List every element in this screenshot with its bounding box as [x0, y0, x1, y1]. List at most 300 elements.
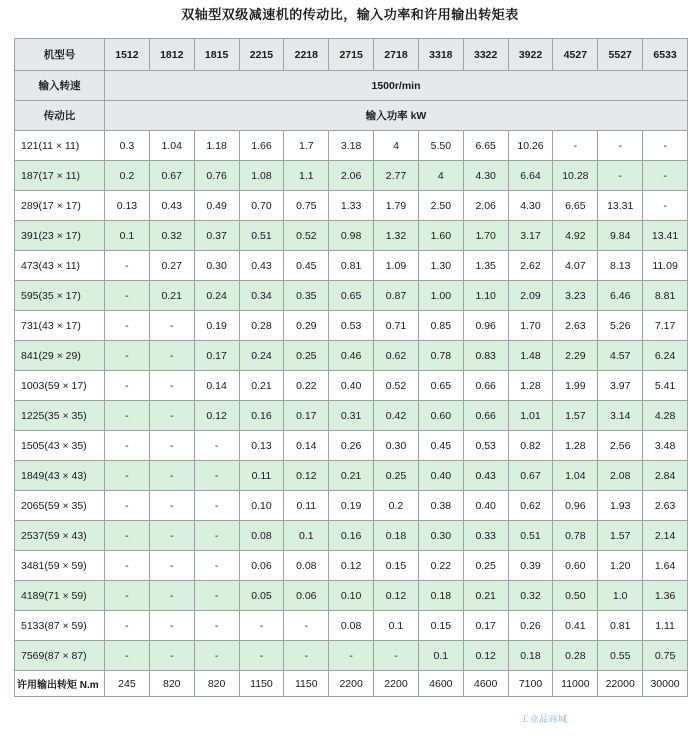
power-value-cell: 0.60 — [418, 401, 463, 431]
power-value-cell: - — [284, 611, 329, 641]
power-value-cell: 0.96 — [463, 311, 508, 341]
watermark-text: 工业品商城 — [520, 714, 568, 724]
power-value-cell: 0.71 — [374, 311, 419, 341]
power-value-cell: - — [105, 521, 150, 551]
power-value-cell: - — [239, 611, 284, 641]
power-value-cell: 0.46 — [329, 341, 374, 371]
ratio-cell: 7569(87 × 87) — [15, 641, 105, 671]
power-value-cell: 0.66 — [463, 401, 508, 431]
power-value-cell: 0.27 — [149, 251, 194, 281]
ratio-cell: 1849(43 × 43) — [15, 461, 105, 491]
power-value-cell: - — [149, 641, 194, 671]
power-value-cell: - — [194, 611, 239, 641]
power-value-cell: 0.67 — [149, 161, 194, 191]
power-value-cell: 1.57 — [598, 521, 643, 551]
power-value-cell: 0.17 — [284, 401, 329, 431]
power-value-cell: 0.78 — [418, 341, 463, 371]
model-header-cell: 3322 — [463, 39, 508, 71]
power-value-cell: 0.42 — [374, 401, 419, 431]
power-value-cell: 0.52 — [284, 221, 329, 251]
power-value-cell: 0.29 — [284, 311, 329, 341]
power-value-cell: 0.21 — [239, 371, 284, 401]
power-value-cell: 0.62 — [374, 341, 419, 371]
table-row — [15, 371, 688, 401]
power-value-cell: 0.1 — [418, 641, 463, 671]
power-value-cell: 0.82 — [508, 431, 553, 461]
power-value-cell: 1.99 — [553, 371, 598, 401]
power-value-cell: 0.67 — [508, 461, 553, 491]
power-value-cell: 0.34 — [239, 281, 284, 311]
power-value-cell: 2.06 — [329, 161, 374, 191]
power-value-cell: 0.81 — [598, 611, 643, 641]
power-value-cell: 0.08 — [239, 521, 284, 551]
power-value-cell: 1.04 — [553, 461, 598, 491]
power-value-cell: 9.84 — [598, 221, 643, 251]
power-value-cell: - — [194, 431, 239, 461]
power-value-cell: 0.26 — [329, 431, 374, 461]
model-header-cell: 6533 — [643, 39, 688, 71]
power-value-cell: 0.21 — [463, 581, 508, 611]
ratio-cell: 2065(59 × 35) — [15, 491, 105, 521]
power-value-cell: 0.66 — [463, 371, 508, 401]
power-value-cell: - — [194, 641, 239, 671]
table-row — [15, 431, 688, 461]
table-row — [15, 551, 688, 581]
power-value-cell: - — [374, 641, 419, 671]
power-value-cell: - — [149, 401, 194, 431]
table-row — [15, 221, 688, 251]
power-value-cell: 0.3 — [105, 131, 150, 161]
model-header-cell: 2715 — [329, 39, 374, 71]
table-row — [15, 491, 688, 521]
power-value-cell: 4.07 — [553, 251, 598, 281]
ratio-cell: 5133(87 × 59) — [15, 611, 105, 641]
power-value-cell: 0.22 — [418, 551, 463, 581]
power-value-cell: 0.75 — [284, 191, 329, 221]
model-header-cell: 1812 — [149, 39, 194, 71]
torque-value-cell: 2200 — [329, 671, 374, 697]
power-value-cell: 0.65 — [418, 371, 463, 401]
power-value-cell: 0.33 — [463, 521, 508, 551]
power-value-cell: 5.41 — [643, 371, 688, 401]
torque-value-cell: 4600 — [418, 671, 463, 697]
model-header-cell: 1815 — [194, 39, 239, 71]
power-value-cell: 1.28 — [553, 431, 598, 461]
power-value-cell: 0.25 — [374, 461, 419, 491]
power-value-cell: 1.35 — [463, 251, 508, 281]
model-label: 机型号 — [15, 39, 105, 71]
power-value-cell: 4.28 — [643, 401, 688, 431]
power-value-cell: 0.60 — [553, 551, 598, 581]
power-value-cell: 0.51 — [239, 221, 284, 251]
power-value-cell: 0.10 — [329, 581, 374, 611]
power-value-cell: 0.14 — [194, 371, 239, 401]
torque-value-cell: 22000 — [598, 671, 643, 697]
power-value-cell: - — [105, 641, 150, 671]
power-value-cell: 0.49 — [194, 191, 239, 221]
model-header-cell: 3318 — [418, 39, 463, 71]
power-value-cell: 0.13 — [239, 431, 284, 461]
table-row — [15, 401, 688, 431]
power-value-cell: 0.12 — [329, 551, 374, 581]
power-value-cell: 6.65 — [553, 191, 598, 221]
model-header-cell: 2218 — [284, 39, 329, 71]
power-value-cell: 2.56 — [598, 431, 643, 461]
power-value-cell: - — [194, 491, 239, 521]
power-value-cell: 3.23 — [553, 281, 598, 311]
power-value-cell: 0.15 — [374, 551, 419, 581]
power-value-cell: 0.30 — [194, 251, 239, 281]
power-value-cell: 2.77 — [374, 161, 419, 191]
power-value-cell: - — [149, 431, 194, 461]
power-value-cell: 1.0 — [598, 581, 643, 611]
power-value-cell: 1.28 — [508, 371, 553, 401]
power-value-cell: - — [105, 371, 150, 401]
table-row — [15, 161, 688, 191]
power-value-cell: 0.25 — [463, 551, 508, 581]
power-value-cell: 0.12 — [194, 401, 239, 431]
power-value-cell: 0.39 — [508, 551, 553, 581]
ratio-cell: 289(17 × 17) — [15, 191, 105, 221]
power-value-cell: 0.06 — [284, 581, 329, 611]
power-value-cell: 0.18 — [508, 641, 553, 671]
power-value-cell: 0.28 — [553, 641, 598, 671]
power-value-cell: 10.26 — [508, 131, 553, 161]
power-value-cell: - — [105, 281, 150, 311]
power-value-cell: 0.75 — [643, 641, 688, 671]
power-value-cell: 0.40 — [329, 371, 374, 401]
power-value-cell: 0.28 — [239, 311, 284, 341]
power-value-cell: - — [643, 161, 688, 191]
power-value-cell: 0.51 — [508, 521, 553, 551]
power-value-cell: 0.1 — [284, 521, 329, 551]
power-value-cell: - — [105, 251, 150, 281]
power-value-cell: 8.81 — [643, 281, 688, 311]
torque-value-cell: 1150 — [284, 671, 329, 697]
power-value-cell: 0.83 — [463, 341, 508, 371]
power-value-cell: 0.45 — [284, 251, 329, 281]
power-value-cell: 0.12 — [463, 641, 508, 671]
power-value-cell: 1.01 — [508, 401, 553, 431]
power-value-cell: 0.05 — [239, 581, 284, 611]
power-value-cell: 1.09 — [374, 251, 419, 281]
power-value-cell: 1.08 — [239, 161, 284, 191]
power-value-cell: - — [194, 581, 239, 611]
table-row — [15, 641, 688, 671]
ratio-cell: 473(43 × 11) — [15, 251, 105, 281]
power-value-cell: 0.15 — [418, 611, 463, 641]
power-value-cell: - — [105, 611, 150, 641]
ratio-cell: 2537(59 × 43) — [15, 521, 105, 551]
power-value-cell: 0.53 — [329, 311, 374, 341]
power-value-cell: 4.57 — [598, 341, 643, 371]
torque-value-cell: 7100 — [508, 671, 553, 697]
power-value-cell: 1.79 — [374, 191, 419, 221]
power-value-cell: 3.48 — [643, 431, 688, 461]
power-value-cell: 5.26 — [598, 311, 643, 341]
power-value-cell: - — [194, 521, 239, 551]
table-row — [15, 341, 688, 371]
power-value-cell: 2.50 — [418, 191, 463, 221]
power-value-cell: - — [194, 551, 239, 581]
power-value-cell: 0.70 — [239, 191, 284, 221]
power-value-cell: - — [284, 641, 329, 671]
power-value-cell: 0.19 — [194, 311, 239, 341]
ratio-cell: 841(29 × 29) — [15, 341, 105, 371]
power-value-cell: 6.24 — [643, 341, 688, 371]
power-value-cell: 0.96 — [553, 491, 598, 521]
torque-value-cell: 11000 — [553, 671, 598, 697]
power-value-cell: - — [239, 641, 284, 671]
power-value-cell: - — [105, 431, 150, 461]
power-value-cell: 13.31 — [598, 191, 643, 221]
power-value-cell: 3.17 — [508, 221, 553, 251]
power-value-cell: 0.30 — [418, 521, 463, 551]
power-value-cell: 1.32 — [374, 221, 419, 251]
power-value-cell: 1.93 — [598, 491, 643, 521]
table-row — [15, 461, 688, 491]
ratio-cell: 595(35 × 17) — [15, 281, 105, 311]
power-value-cell: - — [598, 161, 643, 191]
power-value-cell: 0.50 — [553, 581, 598, 611]
power-value-cell: 5.50 — [418, 131, 463, 161]
power-value-cell: 0.21 — [329, 461, 374, 491]
torque-label: 许用输出转矩 N.m — [15, 671, 105, 697]
power-value-cell: 0.1 — [374, 611, 419, 641]
power-value-cell: 0.22 — [284, 371, 329, 401]
power-value-cell: 1.11 — [643, 611, 688, 641]
power-value-cell: 0.19 — [329, 491, 374, 521]
power-value-cell: - — [149, 581, 194, 611]
power-value-cell: 0.65 — [329, 281, 374, 311]
power-value-cell: 0.43 — [239, 251, 284, 281]
power-value-cell: 0.32 — [508, 581, 553, 611]
ratio-cell: 1505(43 × 35) — [15, 431, 105, 461]
power-value-cell: 0.1 — [105, 221, 150, 251]
power-value-cell: 7.17 — [643, 311, 688, 341]
model-header-cell: 5527 — [598, 39, 643, 71]
table-row — [15, 311, 688, 341]
ratio-cell: 121(11 × 11) — [15, 131, 105, 161]
model-header-cell: 4527 — [553, 39, 598, 71]
torque-value-cell: 2200 — [374, 671, 419, 697]
power-value-cell: - — [643, 191, 688, 221]
power-value-cell: 1.33 — [329, 191, 374, 221]
power-value-cell: 0.35 — [284, 281, 329, 311]
power-value-cell: - — [149, 341, 194, 371]
power-value-cell: 1.20 — [598, 551, 643, 581]
power-value-cell: 0.11 — [284, 491, 329, 521]
power-value-cell: 0.53 — [463, 431, 508, 461]
power-value-cell: 0.41 — [553, 611, 598, 641]
torque-value-cell: 4600 — [463, 671, 508, 697]
model-header-cell: 3922 — [508, 39, 553, 71]
power-value-cell: - — [149, 371, 194, 401]
ratio-cell: 1225(35 × 35) — [15, 401, 105, 431]
power-value-cell: 1.60 — [418, 221, 463, 251]
ratio-cell: 187(17 × 11) — [15, 161, 105, 191]
power-value-cell: 0.40 — [463, 491, 508, 521]
power-value-cell: 1.04 — [149, 131, 194, 161]
power-value-cell: - — [149, 551, 194, 581]
torque-value-cell: 245 — [105, 671, 150, 697]
power-value-cell: 0.06 — [239, 551, 284, 581]
table-row — [15, 581, 688, 611]
table-row — [15, 191, 688, 221]
ratio-cell: 4189(71 × 59) — [15, 581, 105, 611]
power-value-cell: 0.62 — [508, 491, 553, 521]
power-value-cell: - — [194, 461, 239, 491]
power-value-cell: 0.17 — [463, 611, 508, 641]
power-value-cell: 0.78 — [553, 521, 598, 551]
power-value-cell: 0.16 — [329, 521, 374, 551]
power-value-cell: 0.43 — [149, 191, 194, 221]
power-value-cell: - — [149, 521, 194, 551]
power-value-cell: 1.00 — [418, 281, 463, 311]
power-value-cell: - — [105, 341, 150, 371]
power-value-cell: 0.21 — [149, 281, 194, 311]
torque-row — [15, 671, 688, 697]
power-value-cell: 4 — [418, 161, 463, 191]
power-value-cell: - — [149, 461, 194, 491]
power-value-cell: 4 — [374, 131, 419, 161]
ratio-cell: 1003(59 × 17) — [15, 371, 105, 401]
power-value-cell: 10.28 — [553, 161, 598, 191]
ratio-cell: 731(43 × 17) — [15, 311, 105, 341]
power-value-cell: 0.45 — [418, 431, 463, 461]
torque-value-cell: 1150 — [239, 671, 284, 697]
power-value-cell: 1.66 — [239, 131, 284, 161]
power-value-cell: 0.08 — [329, 611, 374, 641]
input-power-label: 输入功率 kW — [105, 101, 688, 131]
power-value-cell: 11.09 — [643, 251, 688, 281]
power-value-cell: 2.06 — [463, 191, 508, 221]
power-value-cell: 0.52 — [374, 371, 419, 401]
power-value-cell: - — [149, 311, 194, 341]
power-value-cell: - — [329, 641, 374, 671]
page-title: 双轴型双级减速机的传动比，输入功率和许用输出转矩表 — [181, 7, 519, 22]
power-value-cell: 0.16 — [239, 401, 284, 431]
power-value-cell: 0.24 — [239, 341, 284, 371]
power-value-cell: 3.97 — [598, 371, 643, 401]
power-value-cell: 0.40 — [418, 461, 463, 491]
table-row — [15, 521, 688, 551]
power-value-cell: 2.62 — [508, 251, 553, 281]
power-value-cell: 0.76 — [194, 161, 239, 191]
model-header-cell: 2215 — [239, 39, 284, 71]
power-value-cell: 0.14 — [284, 431, 329, 461]
power-value-cell: 0.87 — [374, 281, 419, 311]
power-value-cell: - — [105, 311, 150, 341]
power-value-cell: 0.10 — [239, 491, 284, 521]
power-value-cell: 1.57 — [553, 401, 598, 431]
power-value-cell: 3.14 — [598, 401, 643, 431]
input-speed-value: 1500r/min — [105, 71, 688, 101]
power-value-cell: 6.65 — [463, 131, 508, 161]
power-value-cell: 13.41 — [643, 221, 688, 251]
power-value-cell: 0.43 — [463, 461, 508, 491]
power-value-cell: 0.08 — [284, 551, 329, 581]
power-value-cell: 1.10 — [463, 281, 508, 311]
power-value-cell: 4.92 — [553, 221, 598, 251]
power-value-cell: - — [553, 131, 598, 161]
power-value-cell: - — [105, 401, 150, 431]
power-value-cell: 0.18 — [418, 581, 463, 611]
power-value-cell: 1.70 — [508, 311, 553, 341]
power-value-cell: 0.31 — [329, 401, 374, 431]
input-speed-label: 输入转速 — [15, 71, 105, 101]
power-value-cell: - — [105, 581, 150, 611]
power-value-cell: 8.13 — [598, 251, 643, 281]
power-value-cell: 2.63 — [553, 311, 598, 341]
power-value-cell: 2.08 — [598, 461, 643, 491]
power-value-cell: 0.30 — [374, 431, 419, 461]
power-value-cell: 0.98 — [329, 221, 374, 251]
power-value-cell: 0.55 — [598, 641, 643, 671]
power-value-cell: - — [105, 491, 150, 521]
power-value-cell: 2.63 — [643, 491, 688, 521]
power-value-cell: 1.30 — [418, 251, 463, 281]
ratio-power-torque-table — [14, 38, 688, 697]
power-value-cell: 1.1 — [284, 161, 329, 191]
power-value-cell: 0.12 — [374, 581, 419, 611]
power-value-cell: 0.24 — [194, 281, 239, 311]
power-value-cell: 0.11 — [239, 461, 284, 491]
power-value-cell: 0.38 — [418, 491, 463, 521]
torque-value-cell: 820 — [149, 671, 194, 697]
power-value-cell: 4.30 — [508, 191, 553, 221]
power-value-cell: 1.48 — [508, 341, 553, 371]
power-value-cell: 2.29 — [553, 341, 598, 371]
power-value-cell: - — [643, 131, 688, 161]
power-value-cell: 6.64 — [508, 161, 553, 191]
model-header-row — [15, 39, 688, 71]
table-row — [15, 281, 688, 311]
power-value-cell: 3.18 — [329, 131, 374, 161]
ratio-cell: 391(23 × 17) — [15, 221, 105, 251]
power-value-cell: 2.84 — [643, 461, 688, 491]
power-value-cell: - — [149, 491, 194, 521]
power-value-cell: 0.25 — [284, 341, 329, 371]
power-value-cell: 0.81 — [329, 251, 374, 281]
power-value-cell: 1.18 — [194, 131, 239, 161]
power-value-cell: 0.2 — [105, 161, 150, 191]
table-row — [15, 611, 688, 641]
table-row — [15, 131, 688, 161]
power-value-cell: 4.30 — [463, 161, 508, 191]
power-value-cell: 0.12 — [284, 461, 329, 491]
power-header-row — [15, 101, 688, 131]
power-value-cell: 1.7 — [284, 131, 329, 161]
table-row — [15, 251, 688, 281]
power-value-cell: 2.14 — [643, 521, 688, 551]
power-value-cell: - — [105, 461, 150, 491]
torque-value-cell: 820 — [194, 671, 239, 697]
power-value-cell: 0.18 — [374, 521, 419, 551]
power-value-cell: - — [105, 551, 150, 581]
power-value-cell: 0.13 — [105, 191, 150, 221]
input-speed-row — [15, 71, 688, 101]
power-value-cell: 0.37 — [194, 221, 239, 251]
power-value-cell: 1.36 — [643, 581, 688, 611]
model-header-cell: 1512 — [105, 39, 150, 71]
power-value-cell: - — [598, 131, 643, 161]
power-value-cell: 0.2 — [374, 491, 419, 521]
power-value-cell: 0.32 — [149, 221, 194, 251]
ratio-label: 传动比 — [15, 101, 105, 131]
power-value-cell: 2.09 — [508, 281, 553, 311]
power-value-cell: 0.85 — [418, 311, 463, 341]
